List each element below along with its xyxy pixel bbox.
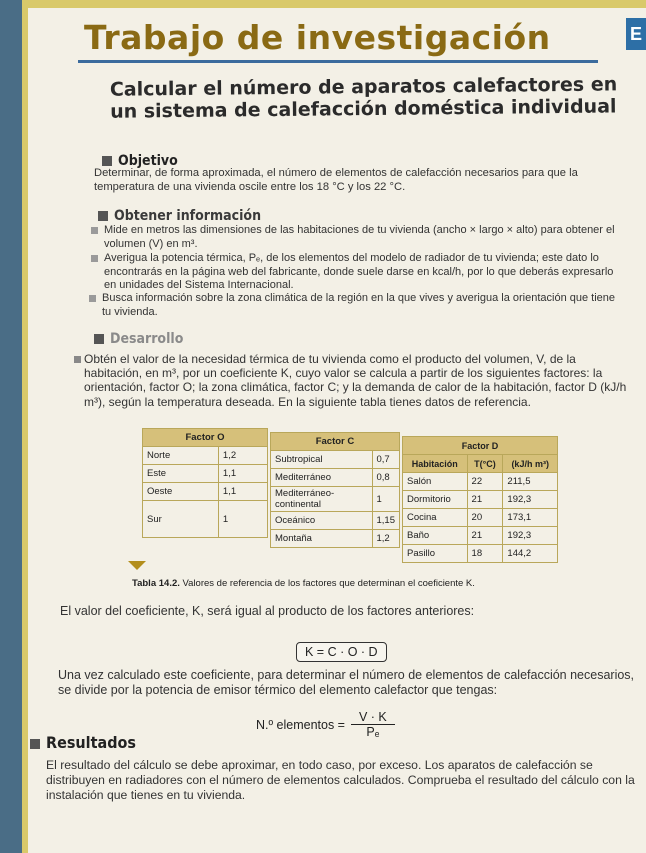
objetivo-text: Determinar, de forma aproximada, el número de elementos de calefacción necesarios para que la temperatura de una vivienda oscile entre los 18 °C y los 22 °C.: [94, 167, 578, 193]
factor-c-table: [270, 432, 400, 548]
table-row: [403, 527, 558, 545]
square-bullet-icon: [30, 739, 40, 749]
table-cell: 1: [372, 487, 400, 512]
factor-o-header: Factor O: [143, 429, 268, 447]
table-cell: 20: [467, 509, 503, 527]
table-cell: 21: [467, 527, 503, 545]
table-cell: Oeste: [143, 483, 219, 501]
table-row: [143, 447, 268, 465]
bullet-icon: [74, 356, 81, 363]
table-row: [403, 545, 558, 563]
square-bullet-icon: [98, 211, 108, 221]
table-cell: 192,3: [503, 527, 558, 545]
table-cell: Salón: [403, 473, 468, 491]
table-cell: Oceánico: [271, 512, 373, 530]
desarrollo-text: Obtén el valor de la necesidad térmica de tu vivienda como el producto del volumen, V, de la habitación, en m³, por un coeficiente K, cuyo valor se calcula a partir de los siguientes factores: la orientación, factor O; la zona climática, factor C; y la demanda de calor de la habitación, factor D (kJ/h m³), según la temperatura deseada. En la siguiente tabla tienes datos de referencia.: [84, 352, 632, 409]
book-page: [22, 0, 646, 853]
column-header: Habitación: [403, 455, 468, 473]
table-cell: Norte: [143, 447, 219, 465]
table-cell: Este: [143, 465, 219, 483]
column-header: (kJ/h m³): [503, 455, 558, 473]
table-cell: 173,1: [503, 509, 558, 527]
table-cell: 22: [467, 473, 503, 491]
page-title: Trabajo de investigación: [84, 18, 551, 57]
table-cell: 0,8: [372, 469, 400, 487]
factor-d-table: [402, 436, 558, 563]
table-caption: [132, 578, 475, 589]
table-row: [403, 473, 558, 491]
desarrollo-heading: Desarrollo: [94, 328, 183, 347]
table-row: [271, 512, 400, 530]
table-row: [403, 509, 558, 527]
fraction-numerator: V · K: [351, 710, 395, 725]
table-cell: 1,1: [218, 483, 267, 501]
table-row: [143, 501, 268, 538]
table-cell: Dormitorio: [403, 491, 468, 509]
title-underline: [78, 60, 598, 63]
equation-fraction: [351, 710, 395, 739]
table-cell: Sur: [143, 501, 219, 538]
table-cell: Montaña: [271, 530, 373, 548]
caption-triangle-icon: [128, 561, 146, 570]
caption-text: Valores de referencia de los factores que determinan el coeficiente K.: [182, 578, 475, 589]
table-cell: 1,1: [218, 465, 267, 483]
info-bullet-2: Averigua la potencia térmica, Pₑ, de los elementos del modelo de radiador de tu vivienda; este dato lo encontrarás en la página web del fabricante, donde suele darse en kcal/h, por lo que deberás expresarlo en unidades del Sistema Internacional.: [104, 252, 624, 293]
chapter-tab: E: [626, 18, 646, 50]
table-row: [143, 483, 268, 501]
table-cell: 192,3: [503, 491, 558, 509]
bullet-icon: [91, 255, 98, 262]
bullet-icon: [91, 227, 98, 234]
table-row: [271, 530, 400, 548]
table-cell: Baño: [403, 527, 468, 545]
info-bullet-3: Busca información sobre la zona climática de la región en la que vives y averigua la orientación que tiene tu vivienda.: [102, 292, 622, 319]
elements-equation: [256, 710, 395, 739]
table-row: [143, 465, 268, 483]
calc-paragraph: Una vez calculado este coeficiente, para determinar el número de elementos de calefacción necesarios, se divide por la potencia de emisor térmico del elemento calefactor que tengas:: [58, 668, 635, 697]
table-cell: 1,2: [372, 530, 400, 548]
activity-subtitle: Calcular el número de aparatos calefactores en un sistema de calefacción doméstica individual: [109, 73, 618, 123]
factor-c-header: Factor C: [271, 433, 400, 451]
table-cell: 21: [467, 491, 503, 509]
table-cell: 1,2: [218, 447, 267, 465]
table-cell: Pasillo: [403, 545, 468, 563]
table-row: [271, 487, 400, 512]
square-bullet-icon: [102, 156, 112, 166]
table-cell: 0,7: [372, 451, 400, 469]
table-row: [271, 469, 400, 487]
table-row: [271, 451, 400, 469]
table-row: [403, 491, 558, 509]
bullet-icon: [89, 295, 96, 302]
caption-label: Tabla 14.2.: [132, 578, 180, 589]
table-cell: Subtropical: [271, 451, 373, 469]
coef-paragraph: El valor del coeficiente, K, será igual al producto de los factores anteriores:: [60, 604, 475, 618]
table-cell: Mediterráneo-continental: [271, 487, 373, 512]
equation-lhs: N.º elementos =: [256, 717, 345, 732]
top-accent-band: [28, 0, 646, 8]
k-formula-box: K = C · O · D: [296, 642, 387, 662]
table-cell: Cocina: [403, 509, 468, 527]
factor-o-table: [142, 428, 268, 538]
table-cell: 1,15: [372, 512, 400, 530]
table-cell: 144,2: [503, 545, 558, 563]
obtener-heading: Obtener información: [98, 205, 261, 224]
table-cell: 211,5: [503, 473, 558, 491]
table-cell: 1: [218, 501, 267, 538]
resultados-heading: Resultados: [30, 733, 136, 752]
objetivo-heading: Objetivo: [102, 150, 178, 169]
table-cell: 18: [467, 545, 503, 563]
column-header: T(°C): [467, 455, 503, 473]
info-bullet-1: Mide en metros las dimensiones de las habitaciones de tu vivienda (ancho × largo × alto) para obtener el volumen (V) en m³.: [104, 224, 624, 251]
square-bullet-icon: [94, 334, 104, 344]
table-cell: Mediterráneo: [271, 469, 373, 487]
factor-d-header: Factor D: [403, 437, 558, 455]
resultados-text: El resultado del cálculo se debe aproximar, en todo caso, por exceso. Los aparatos de calefacción se distribuyen en radiadores con el número de elementos calculados. Comprueba el resultado del cálculo con la instalación que tienes en tu vivienda.: [46, 758, 635, 802]
fraction-denominator: Pₑ: [366, 725, 380, 739]
